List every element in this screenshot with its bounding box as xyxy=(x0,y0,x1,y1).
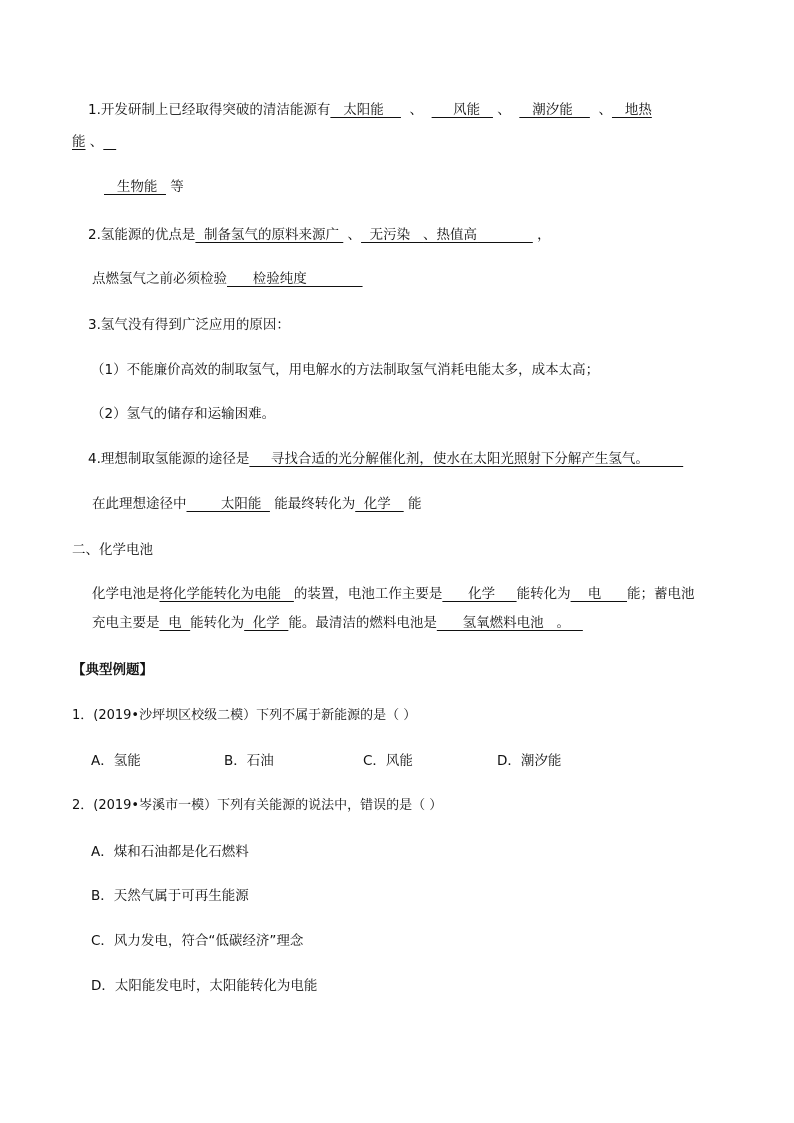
section2-answer-elec: 电 xyxy=(570,586,628,602)
q4-line1 xyxy=(88,450,683,468)
section2-text: 能转化为 xyxy=(190,615,245,631)
q2-answer-purity: 检验纯度 xyxy=(227,271,363,287)
example-2-option-c: C．风力发电，符合“低碳经济”理念 xyxy=(91,933,304,949)
q4-line2-label: 在此理想途径中 xyxy=(92,496,187,512)
q1-blank xyxy=(103,134,116,150)
section2-answer-elec2: 电 xyxy=(159,615,191,631)
example-1-option-c: C．风能 xyxy=(363,753,413,769)
q1-sep: 、 xyxy=(589,102,612,118)
q2-blank xyxy=(477,227,533,243)
examples-heading: 【典型例题】 xyxy=(72,662,153,678)
q1-answer-biomass: 生物能 xyxy=(104,179,166,195)
q2-line2 xyxy=(92,270,363,288)
example-1-stem: 1．(2019•沙坪坝区校级二模）下列不属于新能源的是（ ） xyxy=(72,708,417,723)
q1-answer-wind: 风能 xyxy=(431,102,493,118)
q1-end: 等 xyxy=(165,179,184,195)
section2-text: 的装置，电池工作主要是 xyxy=(293,586,443,602)
section2-para-line1 xyxy=(92,585,695,603)
q2-answer-clean: 无污染 xyxy=(361,227,424,243)
q1-line1 xyxy=(88,101,652,119)
q2-label: 2.氢能源的优点是 xyxy=(88,227,196,243)
section2-answer-fuelcell: 氢氧燃料电池 。 xyxy=(436,615,583,631)
q2-answer-source: 制备氢气的原料来源广 xyxy=(195,227,344,243)
section2-text: 能。最清洁的燃料电池是 xyxy=(288,615,437,631)
q3-label: 3.氢气没有得到广泛应用的原因： xyxy=(88,317,290,333)
q4-answer-solar: 太阳能 xyxy=(186,496,270,512)
q3-reason-2: （2）氢气的储存和运输困难。 xyxy=(91,406,276,422)
section2-text: 能；蓄电池 xyxy=(627,586,695,602)
q2-end: ， xyxy=(532,227,551,243)
q1-answer-geothermal-cont: 能 xyxy=(72,134,86,150)
q1-answer-solar: 太阳能 xyxy=(330,102,401,118)
q2-line2-label: 点燃氢气之前必须检验 xyxy=(92,271,227,287)
section2-answer-chem: 化学 xyxy=(442,586,517,602)
section2-para-line2 xyxy=(92,614,583,632)
q1-label: 1.开发研制上已经取得突破的清洁能源有 xyxy=(88,102,331,118)
example-1-option-b: B．石油 xyxy=(224,753,274,769)
q1-sep: 、 xyxy=(492,102,520,118)
q4-line2 xyxy=(92,495,421,513)
q2-sep: 、 xyxy=(343,227,362,243)
q1-line2 xyxy=(72,133,116,151)
q4-end: 能 xyxy=(403,496,422,512)
q3-reason-1: （1）不能廉价高效的制取氢气，用电解水的方法制取氢气消耗电能太多，成本太高； xyxy=(91,362,600,378)
q1-answer-geothermal: 地热 xyxy=(611,102,652,118)
section2-answer-def: 将化学能转化为电能 xyxy=(159,586,294,602)
example-2-option-a: A．煤和石油都是化石燃料 xyxy=(91,844,249,860)
q4-answer: 寻找合适的光分解催化剂，使水在太阳光照射下分解产生氢气。 xyxy=(249,451,684,467)
q2-answer-heat: 、热值高 xyxy=(423,227,478,243)
section2-text: 能转化为 xyxy=(516,586,571,602)
q2-line1 xyxy=(88,226,551,244)
q4-answer-chemical: 化学 xyxy=(355,496,404,512)
section2-answer-chem2: 化学 xyxy=(244,615,289,631)
q4-mid: 能最终转化为 xyxy=(269,496,356,512)
section2-text: 化学电池是 xyxy=(92,586,160,602)
q4-label: 4.理想制取氢能源的途径是 xyxy=(88,451,250,467)
example-2-stem: 2．(2019•岑溪市一模）下列有关能源的说法中，错误的是（ ） xyxy=(72,798,443,813)
example-2-option-b: B．天然气属于可再生能源 xyxy=(91,888,249,904)
section-title: 二、化学电池 xyxy=(72,542,153,558)
q1-sep: 、 xyxy=(400,102,432,118)
q1-answer-tidal: 潮汐能 xyxy=(519,102,590,118)
section2-text: 充电主要是 xyxy=(92,615,160,631)
example-1-option-a: A．氢能 xyxy=(91,753,141,769)
q1-sep: 、 xyxy=(85,134,104,150)
example-2-option-d: D．太阳能发电时，太阳能转化为电能 xyxy=(91,978,318,994)
q1-line3 xyxy=(104,178,184,196)
example-1-option-d: D．潮汐能 xyxy=(497,753,562,769)
